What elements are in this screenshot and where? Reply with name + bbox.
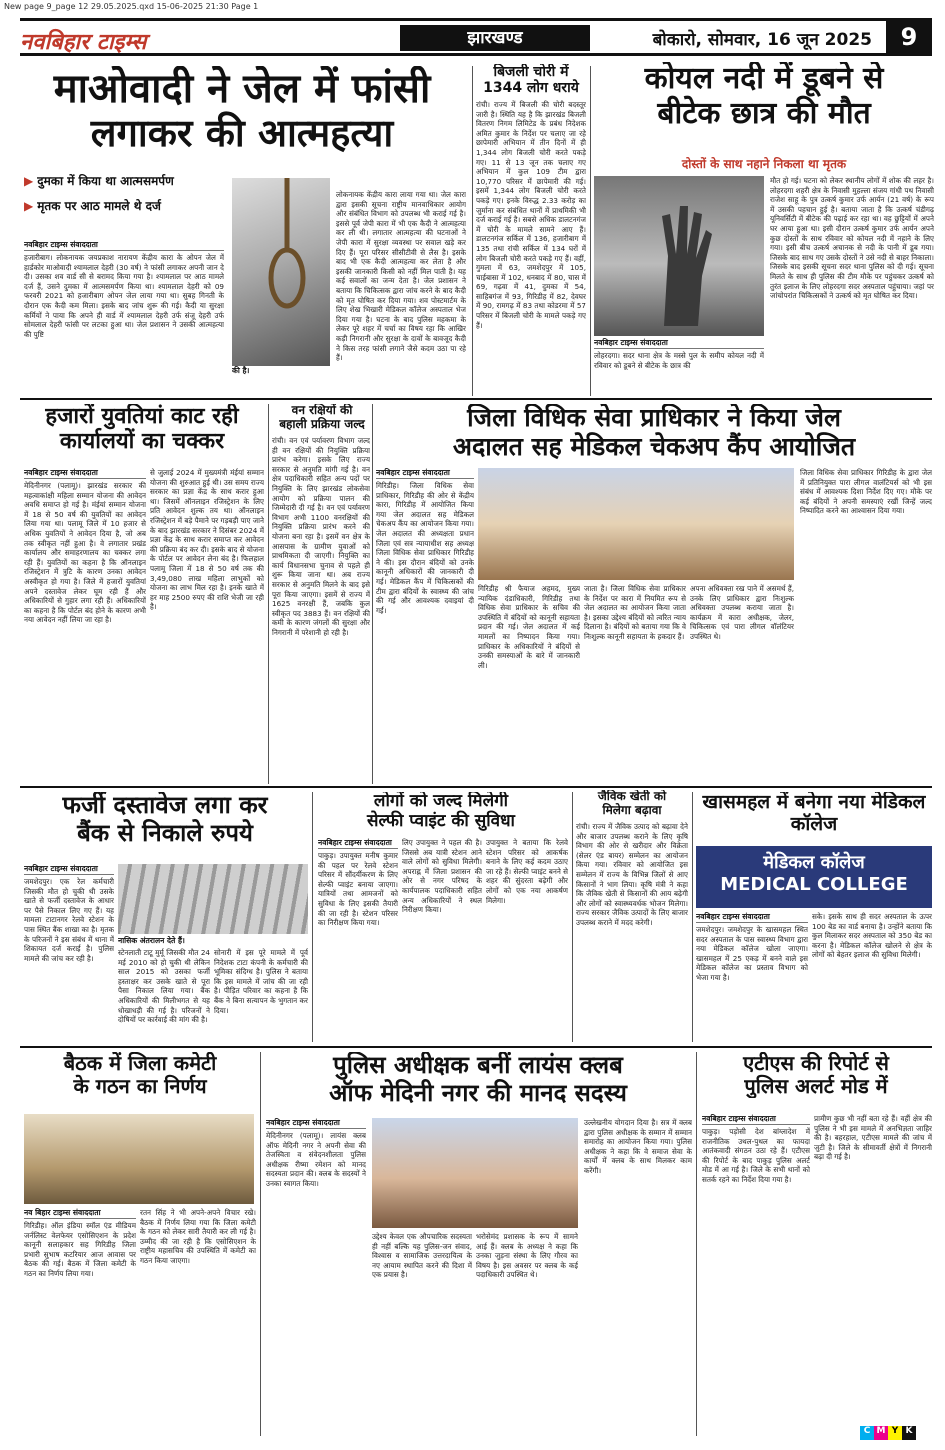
s11-headline-line2: के गठन का निर्णय — [73, 1074, 207, 1098]
s8-text-b: लिए उपायुक्त ने पहल की है। जिससे अब यात्री स्टेशन आने वाले लोगों को सुविधा मिलेगी। अपराह्न में जिला प्रशासन की ओर से नगर परिषद के कार्यपालक पदाधिकारी सहित अन्य अधिकारियों ने स्थल निरीक्षण किया। — [402, 838, 482, 915]
brand-name: नवबिहार टाइम्स — [20, 29, 147, 55]
s1-text-a: हजारीबाग। लोकनायक जयप्रकाश नारायण केंद्रीय कारा के ओपन जेल में हार्डकोर माओवादी श्यामलाल देहरी (30 वर्ष) ने फांसी लगाकर अपनी जान दे दी। उसका शव वार्ड सी से बरामद किया गया है। श्यामलाल पर आठ मामले दर्ज हैं, उसने दुमका में आत्मसमर्पण किया था। श्यामलाल देहरी को 09 फरवरी 2021 को हजारीबाग ओपन जेल लाया गया था। सुबह गिनती के दौरान एक कैदी कम मिला। इसके बाद जांच शुरू की गई। कैदी या सुरक्षा कर्मियों ने पाया कि अपने ही वार्ड में श्यामलाल देहरी उर्फ संजू देहरी उर्फ सोमलाल देहरी फांसी पर लटका हुआ था। जेल प्रशासन ने उसकी आत्महत्या की पुष्टि — [24, 253, 224, 339]
s7-photo-caption: नासिक अंतरालन देते हैं। — [118, 936, 185, 945]
s10-text-a: जमशेदपुर। जमशेदपुर के खासमहल स्थित सदर अस्पताल के पास स्वास्थ्य विभाग द्वारा नया मेडिकल कॉलेज खोला जाएगा। खासमहल में 25 एकड़ में बनने वाले इस मेडिकल कॉलेज का प्रस्ताव विभाग को भेजा गया है। — [696, 925, 808, 982]
s12-byline: नवबिहार टाइम्स संवाददाता — [266, 1118, 366, 1129]
s9-text: रांची। राज्य में जैविक उत्पाद को बढ़ावा देने और बाजार उपलब्ध कराने के लिए कृषि विभाग की ओर से खरीदार और विक्रेता (सेलर एंड बायर) सम्मेलन का आयोजन किया गया। रविवार को आयोजित इस सम्मेलन में राज्य के विभिन्न जिलों से आए किसानों ने भाग लिया। कृषि मंत्री ने कहा कि जैविक खेती से किसानों की आय बढ़ेगी और लोगों को स्वास्थ्यवर्धक भोजन मिलेगा। राज्य सरकार जैविक उत्पादों के लिए बाजार उपलब्ध कराने में मदद करेगी। — [576, 822, 688, 927]
s4-headline — [22, 404, 262, 455]
s13-column-a — [702, 1114, 810, 1427]
s13-text-a: पाकुड़। पड़ोसी देश बांग्लादेश में राजनीतिक उथल-पुथल का फायदा आतंकवादी संगठन उठा रहे हैं। एटीएस की रिपोर्ट के बाद पाकुड़ पुलिस अलर्ट मोड में आ गई है। जिले के सभी थानों को सतर्क रहने का निर्देश दिया गया है। — [702, 1127, 810, 1184]
s12-lions-club-photo — [372, 1118, 578, 1228]
s10-headline: खासमहल में बनेगा नया मेडिकल कॉलेज — [702, 792, 926, 835]
section-rule — [20, 786, 932, 788]
s1-byline: नवबिहार टाइम्स संवाददाता — [24, 240, 224, 251]
s3-headline-line2: बीटेक छात्र की मौत — [657, 95, 871, 131]
s10-byline: नवबिहार टाइम्स संवाददाता — [696, 912, 808, 923]
s1-headline-line1: माओवादी ने जेल में फांसी — [53, 66, 431, 112]
s2-headline-line2: 1344 लोग धराये — [483, 80, 579, 97]
s12-headline — [264, 1052, 692, 1107]
s6-column-a — [376, 468, 474, 781]
s1-bullet: ▶ दुमका में किया था आत्मसमर्पण — [24, 174, 174, 188]
s3-headline — [594, 62, 934, 131]
file-slug: New page 9_page 12 29.05.2025.qxd 15-06-2025 21:30 Page 1 — [4, 2, 259, 11]
s10-college-sign-photo — [696, 846, 932, 908]
column-rule — [268, 404, 269, 784]
s1-noose-photo — [232, 178, 330, 366]
sign-english: MEDICAL COLLEGE — [720, 874, 908, 895]
s3-byline: नवबिहार टाइम्स संवाददाता — [594, 338, 764, 349]
s3-drowning-photo — [594, 176, 764, 336]
s12-column-a — [266, 1118, 366, 1431]
s5-headline-line1: वन रक्षियों की — [291, 404, 353, 417]
dateline: बोकारो, सोमवार, 16 जून 2025 — [652, 30, 872, 50]
s8-text-c: उपायुक्त ने बताया कि रेलवे स्टेशन परिसर को आकर्षक बनाने के लिए कई कदम उठाए जा रहे हैं। सेल्फी प्वाइंट बनने से शहर की सुंदरता बढ़ेगी और लोगों को एक नया आकर्षण मिलेगा। — [486, 838, 568, 905]
s8-headline — [316, 792, 566, 831]
s8-text-a: पाकुड़। उपायुक्त मनीष कुमार की पहल पर रेलवे स्टेशन परिसर में सौंदर्यीकरण के लिए सेल्फी प्वाइंट बनाया जाएगा। यात्रियों तथा आमजनों को सुविधा के लिए इसकी तैयारी की जा रही है। स्टेशन परिसर का निरीक्षण किया गया। — [318, 851, 398, 928]
s8-headline-line2: सेल्फी प्वाइंट की सुविधा — [367, 810, 515, 831]
s3-subhead: दोस्तों के साथ नहाने निकला था मृतक — [681, 157, 847, 171]
s7-headline-line2: बैंक से निकाले रुपये — [77, 818, 253, 847]
s9-headline-line2: मिलेगा बढ़ावा — [602, 802, 662, 817]
s13-headline-line1: एटीएस की रिपोर्ट से — [743, 1052, 889, 1075]
s11-column-a — [24, 1208, 136, 1431]
cmyk-k: K — [902, 1426, 916, 1440]
cmyk-m: M — [874, 1426, 888, 1440]
s13-headline-line2: पुलिस अलर्ट मोड में — [744, 1074, 888, 1098]
cmyk-c: C — [860, 1426, 874, 1440]
s7-column-a — [24, 864, 114, 1047]
masthead — [20, 18, 932, 56]
s6-text-e: जिला विधिक सेवा प्राधिकार गिरिडीह के द्वारा जेल में प्रतिनियुक्त पारा लीगल वालंटियर्स को भी इस संबंध में आवश्यक दिशा निर्देश दिए गए। मौके पर कई बंदियों ने अपनी समस्याएं रखीं जिन्हें जल्द निष्पादित करने का आश्वासन दिया गया। — [800, 468, 932, 516]
s10-text-b: सके। इसके साथ ही सदर अस्पताल के ऊपर 100 बेड का वार्ड बनाया है। उन्होंने बताया कि कुल मिलाकर सदर अस्पताल को 350 बेड का करना है। मेडिकल कॉलेज खोलने से क्षेत्र के लोगों को बेहतर इलाज की सुविधा मिलेगी। — [812, 912, 932, 960]
s11-headline-line1: बैठक में जिला कमेटी — [63, 1052, 217, 1075]
s1-column-a — [24, 240, 224, 377]
s13-byline: नवबिहार टाइम्स संवाददाता — [702, 1114, 810, 1125]
s6-headline-line2: अदालत सह मेडिकल चेकअप कैंप आयोजित — [452, 431, 856, 461]
s11-headline — [22, 1052, 258, 1098]
s11-meeting-photo — [24, 1114, 254, 1204]
s1-headline-line2: लगाकर की आत्महत्या — [90, 111, 394, 155]
s7-byline: नवबिहार टाइम्स संवाददाता — [24, 864, 114, 875]
column-rule — [312, 792, 313, 1042]
s3-caption: लोहरदगा। सदर थाना क्षेत्र के मस्से पुल के समीप कोयल नदी में रविवार को डूबने से बीटेक के छात्र की — [594, 351, 764, 370]
s5-headline-line2: बहाली प्रक्रिया जल्द — [279, 416, 365, 431]
column-rule — [692, 792, 693, 1042]
s11-text-b: रतन सिंह ने भी अपने-अपने विचार रखे। बैठक में निर्णय लिया गया कि जिला कमेटी के गठन को लेकर सारी तैयारी कर ली गई है। उम्मीद की जा रही है कि एसोसिएशन के राष्ट्रीय महासचिव की उपस्थिति में कमेटी का गठन किया जाएगा। — [140, 1208, 256, 1265]
s5-headline — [272, 404, 372, 432]
section-label: झारखण्ड — [400, 25, 590, 51]
s11-text-a: गिरिडीह। ऑल इंडिया स्मॉल एंड मीडियम जर्नलिस्ट वेलफेयर एसोसिएशन के प्रदेश कानूनी सलाहकार सह गिरिडीह जिला प्रभारी सुभाष कटरियार आज आवास पर बैठक की गई। बैठक में जिला कमेटी के गठन का निर्णय लिया गया। — [24, 1221, 136, 1278]
s13-text-b: प्रामीण कुछ भी नहीं बता रहे हैं। वहीं क्षेत्र की पुलिस ने भी इस मामले में अनभिज्ञता जाहिर की है। बहरहाल, एटीएस मामले की जांच में जुटी है। जिले के सीमावर्ती क्षेत्रों में निगरानी बढ़ा दी गई है। — [814, 1114, 932, 1162]
cmyk-registration-marks — [860, 1426, 920, 1440]
noose-icon — [232, 178, 330, 366]
s4-headline-line1: हजारों युवतियां काट रही — [45, 404, 239, 429]
s2-headline-line1: बिजली चोरी में — [493, 64, 569, 80]
s4-headline-line2: कार्यालयों का चक्कर — [59, 429, 225, 455]
s9-headline-line1: जैविक खेती को — [597, 790, 667, 803]
s1-headline — [22, 66, 462, 156]
s11-byline: नव बिहार टाइम्स संवाददाता — [24, 1208, 136, 1219]
column-rule — [472, 66, 473, 396]
s12-text-d: उल्लेखनीय योगदान दिया है। सत्र में क्लब द्वारा पुलिस अधीक्षक के सम्मान में सम्मान समारोह का आयोजन किया गया। पुलिस अधीक्षक ने कहा कि वे समाज सेवा के कार्यों में क्लब के साथ मिलकर काम करेंगी। — [584, 1118, 692, 1175]
sign-hindi: मेडिकल कॉलेज — [763, 852, 865, 873]
s7-currency-photo — [118, 864, 308, 934]
s7-text-c: सोनारी में इस पूरे मामले में पूर्व निदेशक टाटा कंपनी के कर्मचारी की भूमिका संदिग्ध है। पुलिस ने बताया कि इस मामले में जांच की जा रही है। पीड़ित परिवार का कहना है कि बैंक ने बिना सत्यापन के भुगतान कर दिया। — [214, 948, 308, 1015]
s6-text-b: गिरिडीह श्री फैयाज अहमद, मुख्य न्यायिक दंडाधिकारी, गिरिडीह तथा विधिक सेवा प्राधिकार के सचिव की उपस्थिति में बंदियों को कानूनी सहायता प्रदान की गई। जेल अदालत में कई मामलों का निष्पादन किया गया। प्राधिकार के अधिकारियों ने बंदियों से उनकी समस्याओं के बारे में जानकारी ली। — [478, 584, 580, 670]
s6-byline: नवबिहार टाइम्स संवाददाता — [376, 468, 474, 479]
s12-headline-line2: ऑफ मेदिनी नगर की मानद सदस्य — [329, 1078, 627, 1107]
s2-headline — [476, 64, 586, 96]
s8-column-a — [318, 838, 398, 1041]
s2-text: रांची। राज्य में बिजली की चोरी बदस्तूर जारी है। स्थिति यह है कि झारखंड बिजली वितरण निगम लिमिटेड के प्रबंध निदेशक अमित कुमार के निर्देश पर चलाए जा रहे छापेमारी अभियान में तीन दिनों में ही 1,344 लोग बिजली चोरी करते पकड़े गए। 11 से 13 जून तक चलाए गए अभियान में कुल 109 टीम द्वारा 10,770 परिसर में छापेमारी की गई। इसमें 1,344 लोग बिजली चोरी करते पकड़े गए। इनके विरुद्ध 2.33 करोड़ का जुर्माना कर संबंधित थानों में प्राथमिकी भी दर्ज कराई गई है। सबसे अधिक डालटनगंज में चोरी के मामले सामने आए हैं। डालटनगंज सर्किल में 136, हजारीबाग में 135 तथा रांची सर्किल में 134 घरों में लोग बिजली चोरी करते पकड़े गए हैं। वहीं, गुमला में 63, जमशेदपुर में 105, चाईबासा में 102, धनबाद में 80, चास में 69, गढ़वा में 41, दुमका में 54, साहिबगंज में 93, गिरिडीह में 82, देवघर में 90, रामगढ़ में 83 तथा कोडरमा में 57 परिसर में बिजली चोरी के मामले पकड़े गए हैं। — [476, 100, 586, 330]
s1-photo-caption: की है। — [232, 366, 250, 375]
page-number: 9 — [886, 21, 932, 53]
s7-text-b: स्टेनलाती टाटू मुर्मू जिसकी मौत 24 मई 2010 को हो चुकी थी लेकिन साल 2015 को उसका फर्जी हस्ताक्षर कर उसके खाते से पूरा पैसा निकाल लिया गया। बैंक अधिकारियों की मिलीभगत से यह धोखाधड़ी की गई है। परिजनों ने दोषियों पर कार्रवाई की मांग की है। — [118, 948, 210, 1025]
s7-headline — [22, 792, 308, 847]
s6-text-d: अपना अधिवक्ता रख पाने में असमर्थ हैं, उनके लिए प्राधिकार द्वारा निःशुल्क अधिवक्ता उपलब्ध कराया जाता है। कार्यक्रम में कारा अधीक्षक, जेलर, चिकित्सक एवं पारा लीगल वॉलंटियर उपस्थित थे। — [690, 584, 794, 641]
s12-headline-line1: पुलिस अधीक्षक बनीं लायंस क्लब — [333, 1052, 623, 1079]
s9-headline — [576, 790, 688, 818]
s3-text: मौत हो गई। घटना को लेकर स्थानीय लोगों में शोक की लहर है। लोहरदगा शहरी क्षेत्र के निवासी मुहल्ला संजय गांधी पथ निवासी राजेश साहू के पुत्र उत्कर्ष कुमार उर्फ आर्यन (21 वर्ष) के रूप में उसकी पहचान हुई है। बताया जाता है कि उत्कर्ष चंडीगढ़ यूनिवर्सिटी में बीटेक की पढ़ाई कर रहा था। वह छुट्टियों में अपने घर आया हुआ था। इसी दौरान उत्कर्ष कुमार उर्फ आर्यन अपने कुछ दोस्तों के साथ रविवार को कोयल नदी में नहाने के लिए गया। इसी बीच उत्कर्ष अचानक से नदी के पानी में डूब गया। जिसके बाद साथ गए उसके दोस्तों ने उसे नदी से बाहर निकाला। जिसके बाद इसकी सूचना सदर थाना पुलिस को दी गई। सूचना मिलते के साथ ही पुलिस की टीम मौके पर पहुंचकर उत्कर्ष को तुरंत इलाज के लिए लोहरदगा सदर अस्पताल पहुंचाया। जहां पर जांचोपरांत चिकित्सकों ने उत्कर्ष को मृत घोषित कर दिया। — [770, 176, 934, 301]
s8-headline-line1: लोगों को जल्द मिलेगी — [373, 792, 509, 811]
s5-text: रांची। वन एवं पर्यावरण विभाग जल्द ही वन रक्षियों की नियुक्ति प्रक्रिया प्रारंभ करेगा। इसके लिए राज्य सरकार से अनुमति मांगी गई है। वन क्षेत्र पदाधिकारी सहित अन्य पदों पर नियुक्ति के लिए झारखंड लोकसेवा आयोग को प्रक्रिया पालन की जिम्मेदारी दी गई है। वन एवं पर्यावरण विभाग अभी 1100 वनरक्षियों की नियुक्ति प्रक्रिया प्रारंभ करने की योजना बना रहा है। इसमें वन क्षेत्र के आसपास के ग्रामीण युवाओं को प्राथमिकता दी जाएगी। नियुक्ति का कार्य विधानसभा चुनाव से पहले ही शुरू किया जाना था। अब राज्य सरकार से अनुमति मिलने के बाद इसे पूरा किया जाएगा। इसमें से राज्य में 1625 वनरक्षी हैं, जबकि कुल स्वीकृत पद 3883 हैं। वन रक्षियों की कमी के कारण जंगलों की सुरक्षा और निगरानी में परेशानी हो रही है। — [272, 436, 370, 637]
s7-headline-line1: फर्जी दस्तावेज लगा कर — [62, 792, 268, 819]
s12-text-a: मेदिनीनगर (पलामू)। लायंस क्लब ऑफ मेदिनी नगर ने अपनी सेवा की तेजस्विता व संवेदनशीलता पुलिस अधीक्षक रीष्मा रमेशन को मानद सदस्यता प्रदान की। क्लब के सदस्यों ने उनका स्वागत किया। — [266, 1131, 366, 1188]
s13-headline — [700, 1052, 932, 1098]
s12-text-c: भरोसेमंद प्रशासक के रूप में सामने आई हैं। क्लब के अध्यक्ष ने कहा कि उनका जुड़ना संस्था के लिए गौरव का विषय है। इस अवसर पर क्लब के कई पदाधिकारी उपस्थित थे। — [476, 1232, 578, 1280]
s7-text-a: जमशेदपुर। एक रेल कर्मचारी जिसकी मौत हो चुकी थी उसके खाते से फर्जी दस्तावेज के आधार पर पैसे निकाल लिए गए हैं। यह मामला टाटानगर रेलवे स्टेशन के पास स्थित बैंक शाखा का है। मृतक के परिजनों ने इस संबंध में थाना में शिकायत दर्ज कराई है। पुलिस मामले की जांच कर रही है। — [24, 877, 114, 963]
column-rule — [696, 1052, 697, 1436]
column-rule — [260, 1052, 261, 1436]
s3-headline-line1: कोयल नदी में डूबने से — [644, 62, 884, 96]
section-rule — [20, 1046, 932, 1048]
s1-bullet: ▶ मृतक पर आठ मामले थे दर्ज — [24, 199, 161, 213]
s6-text-a: गिरिडीह। जिला विधिक सेवा प्राधिकार, गिरिडीह की ओर से केंद्रीय कारा, गिरिडीह में आयोजित किया गया जेल अदालत सह मेडिकल चेकअप कैंप का आयोजन किया गया। जेल अदालत की अध्यक्षता प्रधान जिला एवं सत्र न्यायाधीश सह अध्यक्ष जिला विधिक सेवा प्राधिकार गिरिडीह ने की। इस दौरान बंदियों को उनके कानूनी अधिकारों की जानकारी दी गई। मेडिकल कैंप में चिकित्सकों की टीम द्वारा बंदियों के स्वास्थ्य की जांच की गई और आवश्यक दवाइयां दी गईं। — [376, 481, 474, 615]
column-rule — [590, 66, 591, 396]
hand-icon — [594, 176, 764, 336]
column-rule — [372, 404, 373, 784]
s6-text-c: जाता है। जिला विधिक सेवा प्राधिकार के निर्देश पर कारा में नियमित रूप से जेल अदालत का आयोजन किया जाता है। इसका उद्देश्य बंदियों को त्वरित न्याय दिलाना है। बंदियों को बताया गया कि वे निःशुल्क कानूनी सहायता के हकदार हैं। — [584, 584, 686, 641]
s12-text-b: उद्देश्य केवल एक औपचारिक सदस्यता ही नहीं बल्कि यह पुलिस-जन संवाद, विश्वास व सामाजिक उत्तरदायित्व के नए आयाम स्थापित करने की दिशा में एक प्रयास है। — [372, 1232, 472, 1280]
section-rule — [20, 398, 932, 400]
s1-bullets — [24, 172, 224, 214]
s6-headline — [376, 404, 932, 462]
s4-text-b: से जुलाई 2024 में मुख्यमंत्री मंईयां सम्मान योजना की शुरुआत हुई थी। उस समय राज्य सरकार का प्रज्ञा केंद्र के साथ करार हुआ था। जिसमें ऑनलाइन रजिस्ट्रेशन के लिए प्रति आवेदन शुल्क तय था। ऑनलाइन रजिस्ट्रेशन में बड़े पैमाने पर गड़बड़ी पाए जाने के बाद झारखंड सरकार ने दिसंबर 2024 में प्रज्ञा केंद्र के साथ करार समाप्त कर आवेदन की प्रक्रिया बंद कर दी। इसके बाद से योजना के पोर्टल पर आवेदन लेना बंद है। फिलहाल पलामू जिला में 18 से 50 वर्ष तक की 3,49,080 लाख महिला लाभुकों को योजना का लाभ मिल रहा है। इनके खाते में हर माह 2500 रुपए की राशि भेजी जा रही है। — [150, 468, 264, 612]
s8-byline: नवबिहार टाइम्स संवाददाता — [318, 838, 398, 849]
s6-event-photo — [478, 468, 794, 580]
s1-text-b: लोकनायक केंद्रीय कारा लाया गया था। जेल कारा द्वारा इसकी सूचना राष्ट्रीय मानवाधिकार आयोग और संबंधित विभाग को उपलब्ध भी कराई गई है। इससे पूर्व जेपी कारा में भी एक कैदी ने आत्महत्या कर ली थी। लगातार आत्महत्या की घटनाओं ने जेपी कारा में सुरक्षा व्यवस्था पर सवाल खड़े कर दिए हैं। पूरा परिसर सीसीटीवी से लैस है। इसके बाद भी एक कैदी आत्महत्या कर लेता है और इसकी जानकारी किसी को नहीं मिल पाती है। यह कई सवालों का जन्म देता है। जेल प्रशासन ने बताया कि चिकित्सक द्वारा जांच करने के बाद कैदी को मृत घोषित कर दिया गया। शव पोस्टमार्टम के लिए शेख भिखारी मेडिकल कॉलेज अस्पताल भेज दिया गया है। घटना के बाद पुलिस महकमा के लेकर पूरे शहर में चर्चा का विषय रहा कि आखिर कड़ी निगरानी और सुरक्षा के दावों के बावजूद कैदी ने किस तरह फांसी लगाने जैसे कदम उठा पा रहे हैं। — [336, 190, 466, 363]
column-rule — [572, 792, 573, 1042]
s10-column-a — [696, 912, 808, 1035]
cmyk-y: Y — [888, 1426, 902, 1440]
s4-byline: नवबिहार टाइम्स संवाददाता — [24, 468, 146, 479]
s4-text-a: मेदिनीनगर (पलामू)। झारखंड सरकार की महत्वाकांक्षी महिला सम्मान योजना की आवेदन अवधि समाप्त हो गई है। मंईयां सम्मान योजना में 18 से 50 वर्ष की युवतियों का आवेदन लिया गया था। पलामू जिले में 10 हजार से अधिक युवतियों ने आवेदन दिया है, जो अब तक स्वीकृत नहीं हुआ है। वे लगातार प्रखंड कार्यालय और समाहरणालय का चक्कर लगा रही हैं। युवतियों का कहना है कि ऑनलाइन रजिस्ट्रेशन में त्रुटि के कारण उनका आवेदन अस्वीकृत हो गया है। जिले में हजारों युवतियां अपने दस्तावेज लेकर घूम रही हैं और अधिकारियों से गुहार लगा रही हैं। अधिकारियों का कहना है कि पोर्टल बंद होने के कारण अभी नया आवेदन नहीं लिया जा रहा है। — [24, 481, 146, 625]
s6-headline-line1: जिला विधिक सेवा प्राधिकार ने किया जेल — [467, 404, 841, 432]
s4-column-a — [24, 468, 146, 781]
s3-caption-block — [594, 338, 764, 370]
